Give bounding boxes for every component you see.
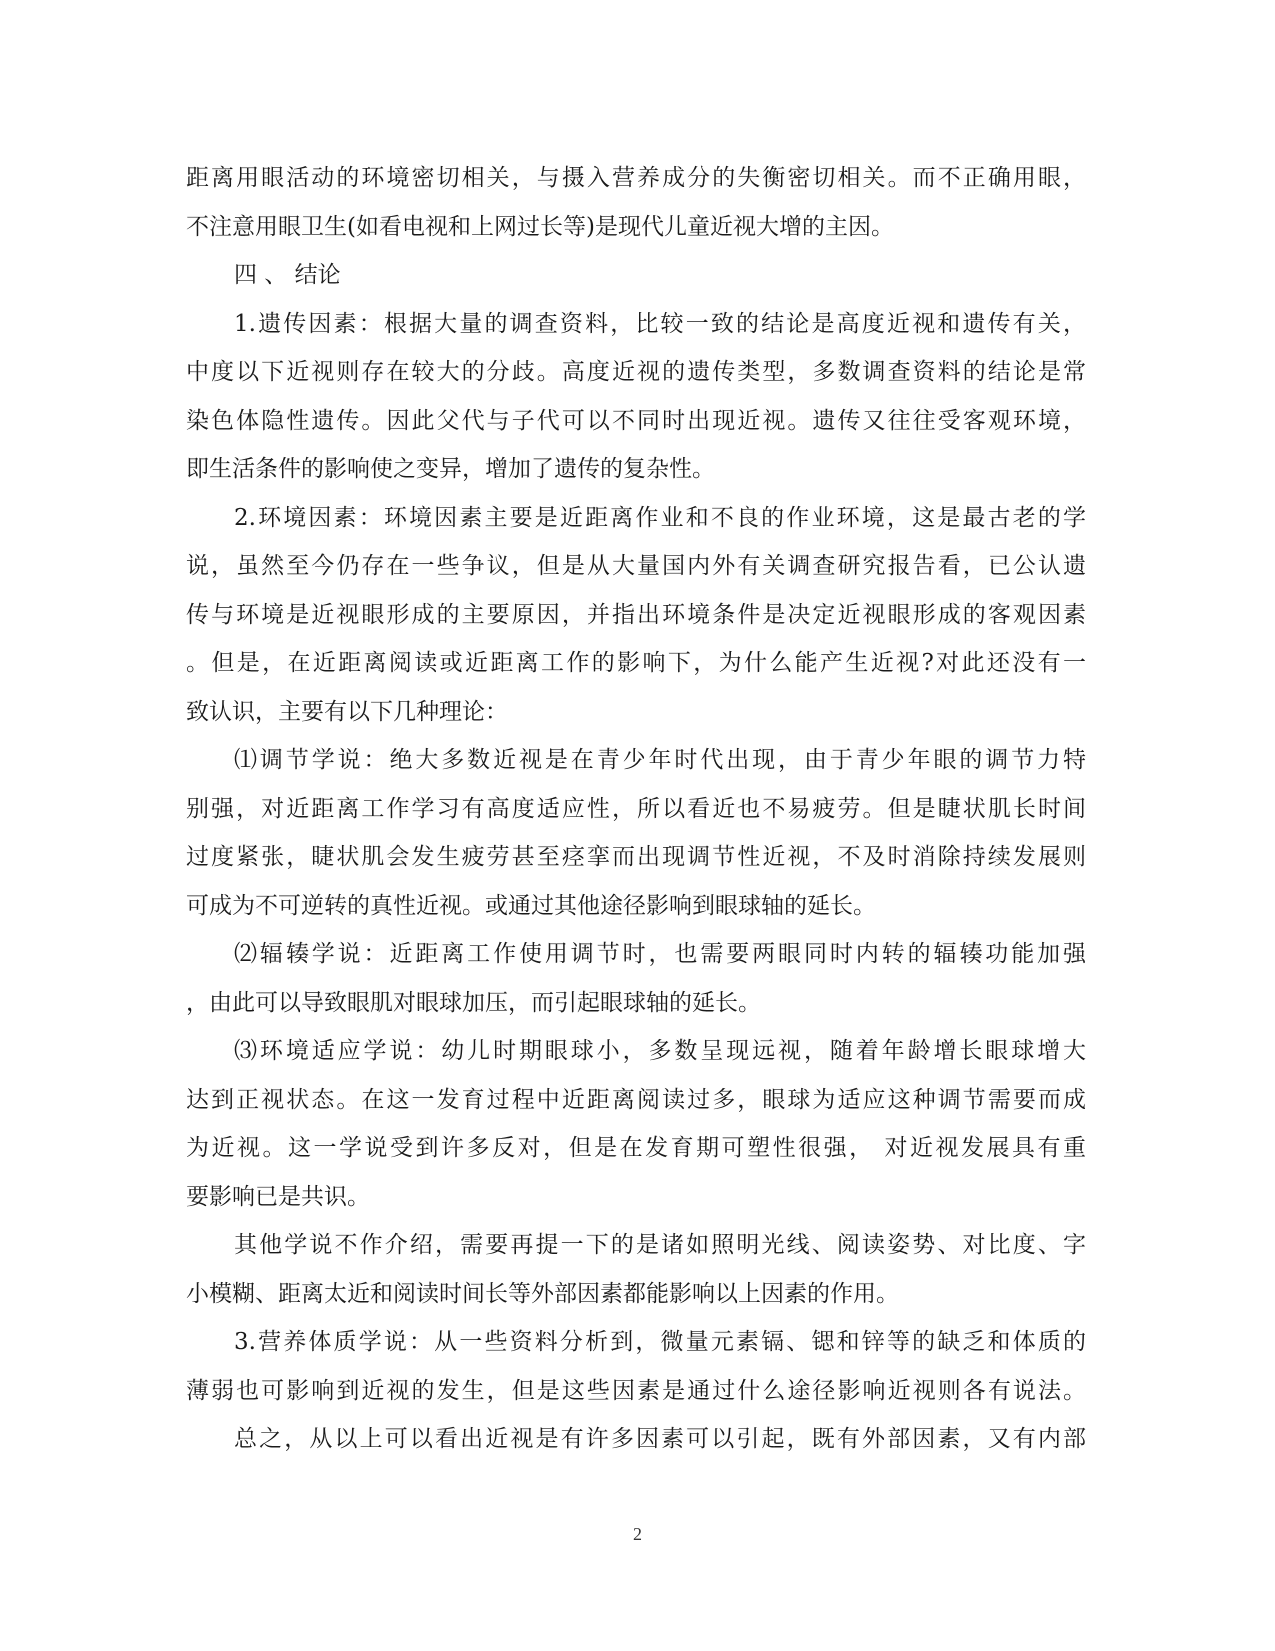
- paragraph-start-line: ⑵辐辏学说：近距离工作使用调节时，也需要两眼同时内转的辐辏功能加强: [234, 941, 1086, 967]
- text-line: 过度紧张，睫状肌会发生疲劳甚至痉挛而出现调节性近视，不及时消除持续发展则: [186, 844, 1086, 870]
- text-line: 小模糊、距离太近和阅读时间长等外部因素都能影响以上因素的作用。: [186, 1280, 899, 1307]
- text-line: 。但是，在近距离阅读或近距离工作的影响下，为什么能产生近视?对此还没有一: [186, 650, 1086, 676]
- text-line: 中度以下近视则存在较大的分歧。高度近视的遗传类型，多数调查资料的结论是常: [186, 359, 1086, 385]
- text-line: ，由此可以导致眼肌对眼球加压，而引起眼球轴的延长。: [186, 989, 761, 1016]
- paragraph-start-line: 总之，从以上可以看出近视是有许多因素可以引起，既有外部因素，又有内部: [234, 1426, 1086, 1452]
- paragraph-start-line: 2.环境因素：环境因素主要是近距离作业和不良的作业环境，这是最古老的学: [234, 504, 1086, 531]
- text-line: 不注意用眼卫生(如看电视和上网过长等)是现代儿童近视大增的主因。: [186, 213, 894, 240]
- text-line: 达到正视状态。在这一发育过程中近距离阅读过多，眼球为适应这种调节需要而成: [186, 1086, 1086, 1113]
- text-line: 说，虽然至今仍存在一些争议，但是从大量国内外有关调查研究报告看，已公认遗: [186, 553, 1086, 579]
- page-number: 2: [633, 1524, 642, 1544]
- paragraph-start-line: ⑶环境适应学说：幼儿时期眼球小，多数呈现远视，随着年龄增长眼球增大: [234, 1038, 1086, 1064]
- text-line: 为近视。这一学说受到许多反对，但是在发育期可塑性很强， 对近视发展具有重: [186, 1135, 1086, 1161]
- section-heading: 四 、 结论: [234, 262, 341, 288]
- text-line: 染色体隐性遗传。因此父代与子代可以不同时出现近视。遗传又往往受客观环境，: [186, 407, 1086, 434]
- text-line: 别强，对近距离工作学习有高度适应性，所以看近也不易疲劳。但是睫状肌长时间: [186, 795, 1086, 822]
- text-line: 即生活条件的影响使之变异，增加了遗传的复杂性。: [186, 456, 715, 482]
- text-line: 传与环境是近视眼形成的主要原因，并指出环境条件是决定近视眼形成的客观因素: [186, 601, 1086, 628]
- text-line: 距离用眼活动的环境密切相关，与摄入营养成分的失衡密切相关。而不正确用眼，: [186, 165, 1086, 191]
- text-line: 薄弱也可影响到近视的发生，但是这些因素是通过什么途径影响近视则各有说法。: [186, 1377, 1086, 1404]
- text-line: 可成为不可逆转的真性近视。或通过其他途径影响到眼球轴的延长。: [186, 892, 876, 919]
- text-line: 致认识，主要有以下几种理论：: [186, 698, 508, 725]
- paragraph-start-line: 其他学说不作介绍，需要再提一下的是诸如照明光线、阅读姿势、对比度、字: [234, 1232, 1086, 1258]
- paragraph-start-line: ⑴调节学说：绝大多数近视是在青少年时代出现，由于青少年眼的调节力特: [234, 747, 1086, 773]
- document-body: [186, 154, 1086, 1464]
- paragraph-start-line: 1.遗传因素：根据大量的调查资料，比较一致的结论是高度近视和遗传有关，: [234, 310, 1086, 337]
- paragraph-start-line: 3.营养体质学说：从一些资料分析到，微量元素镉、锶和锌等的缺乏和体质的: [234, 1329, 1086, 1355]
- text-line: 要影响已是共识。: [186, 1183, 370, 1210]
